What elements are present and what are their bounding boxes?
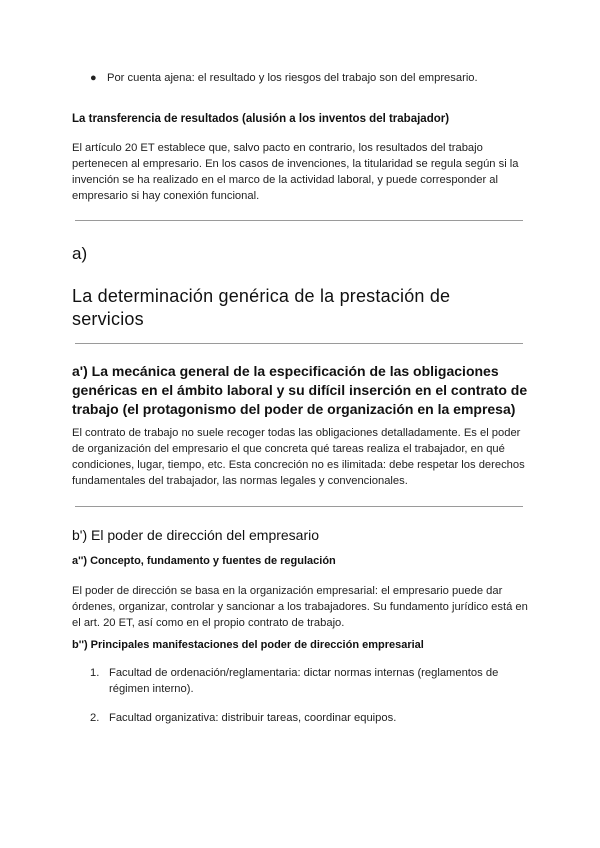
paragraph-line: fundamentales del trabajador, las normas legales y convencionales. <box>72 475 408 487</box>
paragraph-line: órdenes, organizar, controlar y sancionar a los trabajadores. Su fundamento jurídico está en <box>72 601 528 613</box>
list-number: 1. <box>90 667 100 679</box>
list-number: 2. <box>90 712 100 724</box>
paragraph-line: El contrato de trabajo no suele recoger todas las obligaciones detalladamente. Es el poder <box>72 427 521 439</box>
heading-b-prime: b') El poder de dirección del empresario <box>72 527 320 543</box>
heading-a: a) <box>72 244 88 263</box>
bullet-marker: ● <box>90 72 97 84</box>
horizontal-divider <box>75 343 523 344</box>
paragraph-transfer <box>72 140 532 204</box>
paragraph-line: el art. 20 ET, así como en el propio contrato de trabajo. <box>72 617 345 629</box>
heading-line: trabajo (el protagonismo del poder de organización en la empresa) <box>72 401 516 417</box>
section-heading-transfer: La transferencia de resultados (alusión a los inventos del trabajador) <box>72 113 450 125</box>
heading-a-prime <box>72 362 542 419</box>
bullet-text: Por cuenta ajena: el resultado y los riesgos del trabajo son del empresario. <box>107 72 478 84</box>
list-item-line: Facultad organizativa: distribuir tareas, coordinar equipos. <box>109 712 397 724</box>
list-item-line: régimen interno). <box>109 683 194 695</box>
subheading-concept: a'') Concepto, fundamento y fuentes de regulación <box>72 555 336 567</box>
subheading-manifestations: b'') Principales manifestaciones del poder de dirección empresarial <box>72 639 424 651</box>
heading-determination <box>72 285 532 331</box>
numbered-list-item <box>90 665 530 699</box>
heading-line: a') La mecánica general de la especificación de las obligaciones <box>72 363 499 379</box>
paragraph-line: de organización del empresario el que concreta qué tareas realiza el trabajador, en qué <box>72 443 505 455</box>
paragraph-line: invención se ha realizado en el marco de la actividad laboral, y puede corresponder al <box>72 174 499 186</box>
horizontal-divider <box>75 220 523 221</box>
paragraph-concept <box>72 583 542 631</box>
paragraph-line: El poder de dirección se basa en la organización empresarial: el empresario puede dar <box>72 585 503 597</box>
paragraph-line: condiciones, lugar, tiempo, etc. Esta concreción no es ilimitada: debe respetar los derechos <box>72 459 525 471</box>
numbered-list-item <box>90 710 530 728</box>
list-item-text <box>109 665 509 697</box>
list-item-text <box>109 710 509 726</box>
horizontal-divider <box>75 506 523 507</box>
heading-line: La determinación genérica de la prestación de <box>72 286 451 306</box>
heading-line: genéricas en el ámbito laboral y su difícil inserción en el contrato de <box>72 382 528 398</box>
list-item-line: Facultad de ordenación/reglamentaria: dictar normas internas (reglamentos de <box>109 667 499 679</box>
heading-line: servicios <box>72 309 144 329</box>
paragraph-line: pertenecen al empresario. En los casos de invenciones, la titularidad se regula según si la <box>72 158 519 170</box>
paragraph-line: El artículo 20 ET establece que, salvo pacto en contrario, los resultados del trabajo <box>72 142 483 154</box>
paragraph-a-prime <box>72 425 542 489</box>
paragraph-line: empresario si hay conexión funcional. <box>72 190 260 202</box>
